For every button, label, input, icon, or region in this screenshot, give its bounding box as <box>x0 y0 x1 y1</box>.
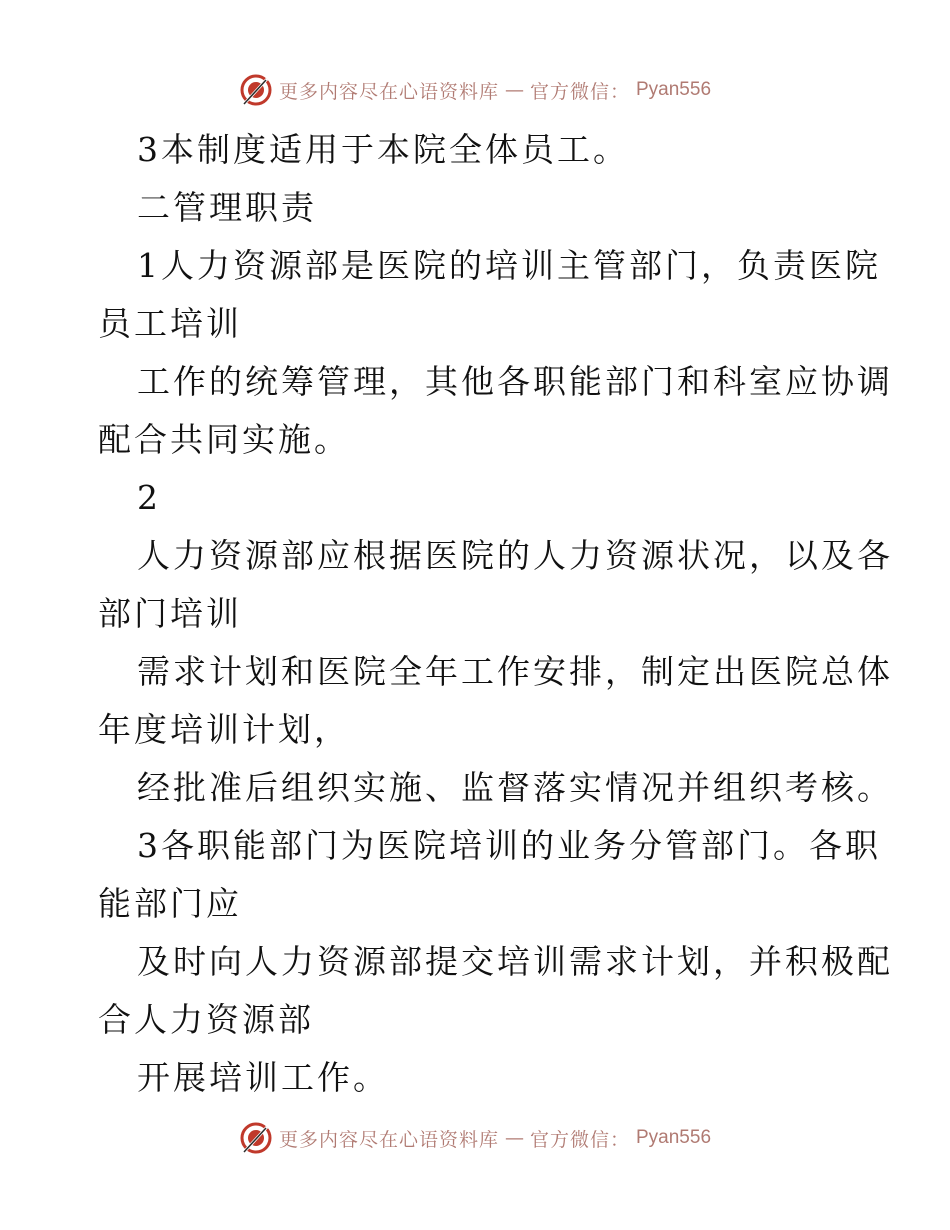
watermark-dash: — <box>504 1127 524 1149</box>
body-line: 部门培训 <box>98 594 242 633</box>
body-line: 人力资源部应根据医院的人力资源状况，以及各 <box>137 536 893 575</box>
watermark-wechat-id: Pyan556 <box>636 1127 712 1148</box>
pen-logo-icon <box>239 73 273 107</box>
footer-watermark <box>0 1118 950 1158</box>
body-line: 需求计划和医院全年工作安排，制定出医院总体 <box>137 652 893 691</box>
watermark-site-text: 更多内容尽在心语资料库 <box>278 80 499 103</box>
body-line: 经批准后组织实施、监督落实情况并组织考核。 <box>137 768 893 807</box>
watermark-wechat-label: 官方微信： <box>529 80 630 103</box>
watermark-dash: — <box>504 79 524 101</box>
watermark-wechat-id: Pyan556 <box>636 79 712 100</box>
body-line: 能部门应 <box>98 884 242 923</box>
body-line: 3各职能部门为医院培训的业务分管部门。各职 <box>137 826 881 865</box>
body-line: 1人力资源部是医院的培训主管部门，负责医院 <box>137 246 881 285</box>
body-line: 工作的统筹管理，其他各职能部门和科室应协调 <box>137 362 893 401</box>
pen-logo-icon <box>239 1121 273 1155</box>
body-line: 开展培训工作。 <box>137 1058 389 1097</box>
body-line: 合人力资源部 <box>98 1000 314 1039</box>
body-line: 员工培训 <box>98 304 242 343</box>
body-line: 配合共同实施。 <box>98 420 350 459</box>
body-line: 2 <box>137 478 161 517</box>
section-heading: 二管理职责 <box>137 188 317 227</box>
body-line: 3本制度适用于本院全体员工。 <box>137 130 629 169</box>
watermark-wechat-label: 官方微信： <box>529 1128 630 1151</box>
watermark-site-text: 更多内容尽在心语资料库 <box>278 1128 499 1151</box>
header-watermark <box>0 70 950 110</box>
body-line: 及时向人力资源部提交培训需求计划，并积极配 <box>137 942 893 981</box>
body-line: 年度培训计划， <box>98 710 350 749</box>
